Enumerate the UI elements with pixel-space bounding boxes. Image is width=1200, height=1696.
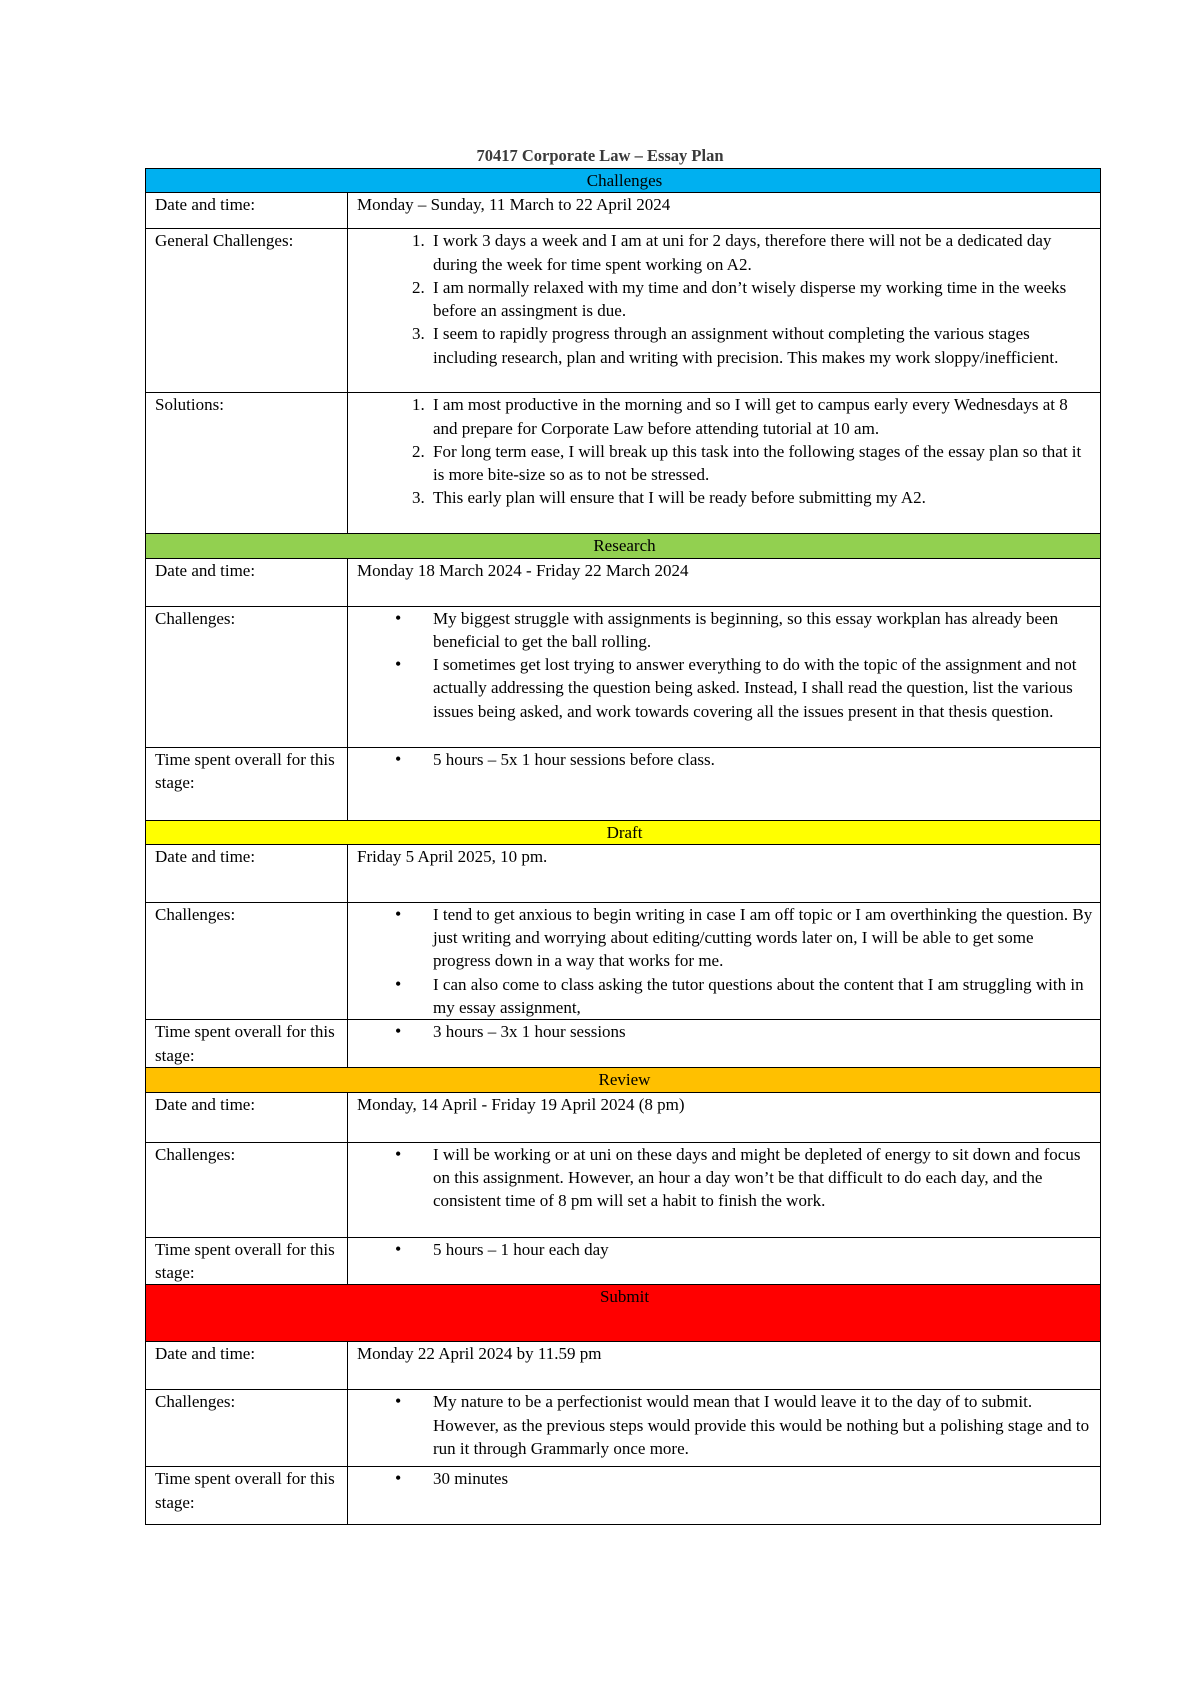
list-item: 1. I work 3 days a week and I am at uni for 2 days, therefore there will not be a dedicated day during the week for time spent working on A2. xyxy=(429,229,1094,276)
challenges-cell xyxy=(348,606,1101,747)
date-value: Monday – Sunday, 11 March to 22 April 2024 xyxy=(348,193,1101,229)
list-item: • 5 hours – 1 hour each day xyxy=(429,1238,1094,1261)
challenges-list xyxy=(357,1143,1094,1213)
challenges-cell xyxy=(348,1142,1101,1237)
list-item: 2. I am normally relaxed with my time and don’t wisely disperse my working time in the weeks before an assingment is due. xyxy=(429,276,1094,323)
table-row xyxy=(146,558,1101,606)
draft-header: Draft xyxy=(146,820,1101,844)
general-challenges-list xyxy=(357,229,1094,369)
list-item: • I sometimes get lost trying to answer everything to do with the topic of the assignment and not actually addressing the question being asked. Instead, I shall read the question, list the various issues being asked, and work towards covering all the issues present in that thesis question. xyxy=(429,653,1094,723)
time-spent-cell xyxy=(348,1020,1101,1068)
challenges-list xyxy=(357,903,1094,1019)
date-value: Monday 18 March 2024 - Friday 22 March 2024 xyxy=(348,558,1101,606)
time-spent-cell xyxy=(348,1467,1101,1525)
table-row xyxy=(146,606,1101,747)
time-spent-label: Time spent overall for this stage: xyxy=(146,1237,348,1285)
table-row xyxy=(146,844,1101,902)
list-item: 3. This early plan will ensure that I will be ready before submitting my A2. xyxy=(429,486,1094,509)
table-row xyxy=(146,747,1101,820)
general-challenges-cell xyxy=(348,229,1101,393)
section-header-row xyxy=(146,169,1101,193)
time-spent-cell xyxy=(348,747,1101,820)
page-title: 70417 Corporate Law – Essay Plan xyxy=(476,146,724,165)
table-row xyxy=(146,1092,1101,1142)
table-row xyxy=(146,1020,1101,1068)
date-label: Date and time: xyxy=(146,558,348,606)
table-row xyxy=(146,1237,1101,1285)
table-row xyxy=(146,193,1101,229)
time-spent-label: Time spent overall for this stage: xyxy=(146,1467,348,1525)
section-header-row xyxy=(146,1285,1101,1342)
solutions-list xyxy=(357,393,1094,509)
table-row xyxy=(146,1142,1101,1237)
time-spent-cell xyxy=(348,1237,1101,1285)
time-spent-list xyxy=(357,1467,1094,1490)
table-row xyxy=(146,1467,1101,1525)
time-spent-label: Time spent overall for this stage: xyxy=(146,747,348,820)
time-spent-label: Time spent overall for this stage: xyxy=(146,1020,348,1068)
date-value: Monday 22 April 2024 by 11.59 pm xyxy=(348,1342,1101,1390)
review-header: Review xyxy=(146,1068,1101,1092)
list-item: • I will be working or at uni on these days and might be depleted of energy to sit down and focus on this assignment. However, an hour a day won’t be that difficult to do each day, and the consistent time of 8 pm will set a habit to finish the work. xyxy=(429,1143,1094,1213)
list-item: • My biggest struggle with assignments is beginning, so this essay workplan has already been beneficial to get the ball rolling. xyxy=(429,607,1094,654)
list-item: • My nature to be a perfectionist would mean that I would leave it to the day of to submit. However, as the previous steps would provide this would be nothing but a polishing stage and to run it through Grammarly once more. xyxy=(429,1390,1094,1460)
date-label: Date and time: xyxy=(146,844,348,902)
table-row xyxy=(146,902,1101,1019)
list-item: • I tend to get anxious to begin writing in case I am off topic or I am overthinking the question. By just writing and worrying about editing/cutting words later on, I will be able to get some progress down in a way that works for me. xyxy=(429,903,1094,973)
table-row xyxy=(146,229,1101,393)
time-spent-list xyxy=(357,1020,1094,1043)
list-item: 3. I seem to rapidly progress through an assignment without completing the various stages including research, plan and writing with precision. This makes my work sloppy/inefficient. xyxy=(429,322,1094,369)
time-spent-list xyxy=(357,1238,1094,1261)
essay-plan-table xyxy=(145,168,1101,1525)
challenges-label: Challenges: xyxy=(146,1142,348,1237)
date-value: Friday 5 April 2025, 10 pm. xyxy=(348,844,1101,902)
list-item: • 5 hours – 5x 1 hour sessions before class. xyxy=(429,748,1094,771)
section-header-row xyxy=(146,1068,1101,1092)
date-label: Date and time: xyxy=(146,1342,348,1390)
table-row xyxy=(146,1342,1101,1390)
submit-header: Submit xyxy=(146,1285,1101,1342)
list-item: 1. I am most productive in the morning and so I will get to campus early every Wednesdays at 8 and prepare for Corporate Law before attending tutorial at 10 am. xyxy=(429,393,1094,440)
list-item: • 3 hours – 3x 1 hour sessions xyxy=(429,1020,1094,1043)
challenges-label: Challenges: xyxy=(146,606,348,747)
date-label: Date and time: xyxy=(146,193,348,229)
general-challenges-label: General Challenges: xyxy=(146,229,348,393)
challenges-label: Challenges: xyxy=(146,902,348,1019)
solutions-cell xyxy=(348,393,1101,534)
research-header: Research xyxy=(146,534,1101,558)
challenges-header: Challenges xyxy=(146,169,1101,193)
challenges-list xyxy=(357,1390,1094,1460)
list-item: 2. For long term ease, I will break up this task into the following stages of the essay plan so that it is more bite-size so as to not be stressed. xyxy=(429,440,1094,487)
challenges-cell xyxy=(348,902,1101,1019)
date-label: Date and time: xyxy=(146,1092,348,1142)
solutions-label: Solutions: xyxy=(146,393,348,534)
date-value: Monday, 14 April - Friday 19 April 2024 (8 pm) xyxy=(348,1092,1101,1142)
table-row xyxy=(146,1390,1101,1467)
table-row xyxy=(146,393,1101,534)
list-item: • I can also come to class asking the tutor questions about the content that I am struggling with in my essay assignment, xyxy=(429,973,1094,1020)
section-header-row xyxy=(146,820,1101,844)
time-spent-list xyxy=(357,748,1094,771)
challenges-list xyxy=(357,607,1094,723)
challenges-label: Challenges: xyxy=(146,1390,348,1467)
list-item: • 30 minutes xyxy=(429,1467,1094,1490)
challenges-cell xyxy=(348,1390,1101,1467)
section-header-row xyxy=(146,534,1101,558)
